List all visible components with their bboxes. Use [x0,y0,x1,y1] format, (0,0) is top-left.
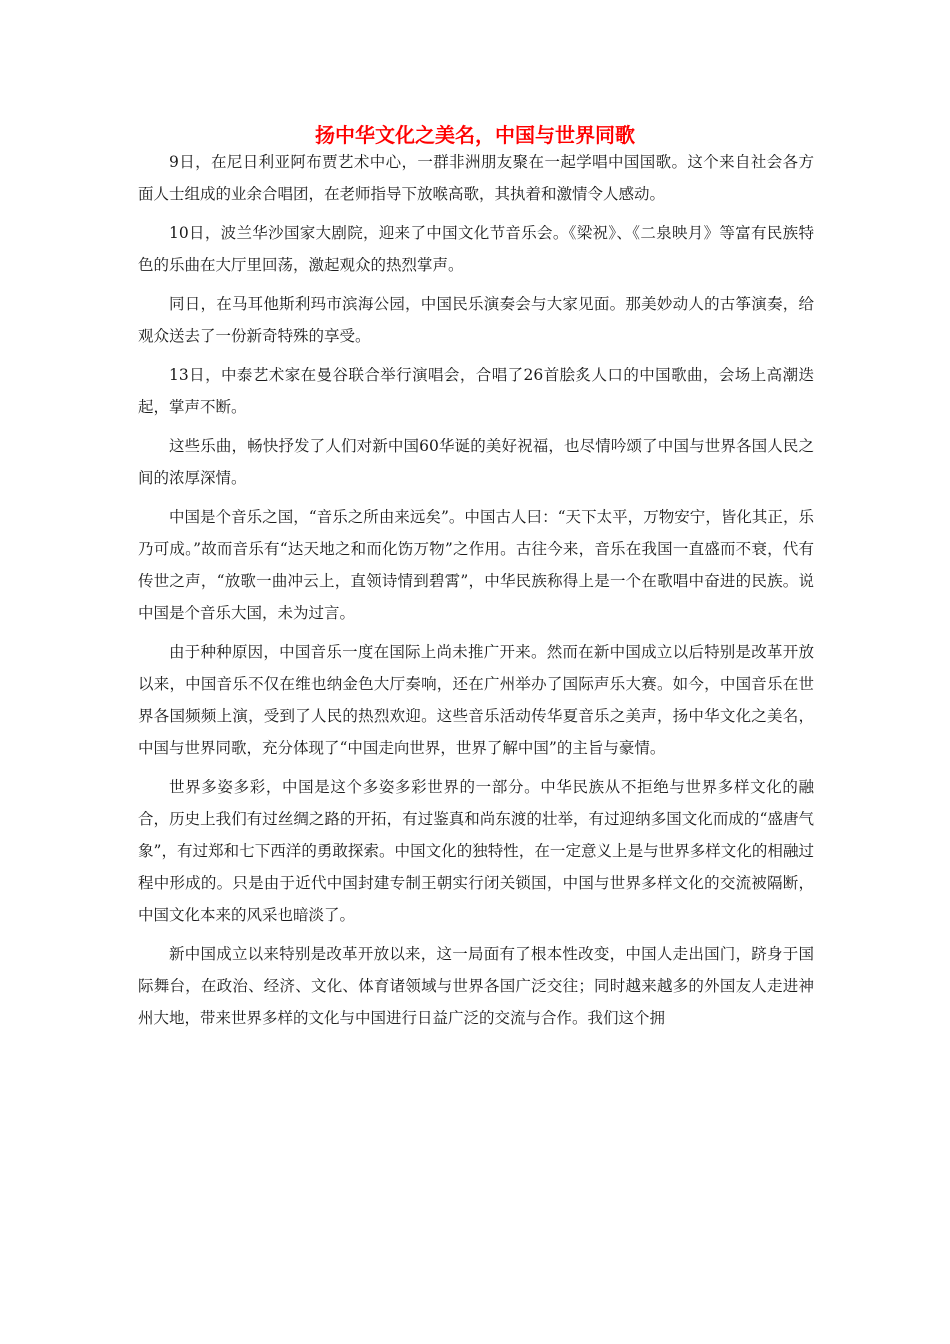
paragraph: 中国是个音乐之国，“音乐之所由来远矣”。中国古人曰：“天下太平，万物安宁，皆化其正，乐乃可成。”故而音乐有“达天地之和而化饬万物”之作用。古往今来，音乐在我国一直盛而不衰，代有传世之声，“放歌一曲冲云上，直领诗情到碧霄”，中华民族称得上是一个在歌唱中奋进的民族。说中国是个音乐大国，未为过言。 [138,508,814,622]
paragraph: 同日，在马耳他斯利玛市滨海公园，中国民乐演奏会与大家见面。那美妙动人的古筝演奏，给观众送去了一份新奇特殊的享受。 [138,295,814,345]
paragraph: 新中国成立以来特别是改革开放以来，这一局面有了根本性改变，中国人走出国门，跻身于国际舞台，在政治、经济、文化、体育诸领域与世界各国广泛交往；同时越来越多的外国友人走进神州大地，带来世界多样的文化与中国进行日益广泛的交流与合作。我们这个拥 [138,945,814,1027]
paragraph: 世界多姿多彩，中国是这个多姿多彩世界的一部分。中华民族从不拒绝与世界多样文化的融合，历史上我们有过丝绸之路的开拓，有过鉴真和尚东渡的壮举，有过迎纳多国文化而成的“盛唐气象”，有过郑和七下西洋的勇敢探索。中国文化的独特性，在一定意义上是与世界多样文化的相融过程中形成的。只是由于近代中国封建专制王朝实行闭关锁国，中国与世界多样文化的交流被隔断，中国文化本来的风采也暗淡了。 [138,778,814,924]
paragraph: 这些乐曲，畅快抒发了人们对新中国60华诞的美好祝福，也尽情吟颂了中国与世界各国人民之间的浓厚深情。 [138,437,814,487]
paragraph: 由于种种原因，中国音乐一度在国际上尚未推广开来。然而在新中国成立以后特别是改革开放以来，中国音乐不仅在维也纳金色大厅奏响，还在广州举办了国际声乐大赛。如今，中国音乐在世界各国频频上演，受到了人民的热烈欢迎。这些音乐活动传华夏音乐之美声，扬中华文化之美名，中国与世界同歌，充分体现了“中国走向世界，世界了解中国”的主旨与豪情。 [138,643,814,757]
paragraph: 9日，在尼日利亚阿布贾艺术中心，一群非洲朋友聚在一起学唱中国国歌。这个来自社会各方面人士组成的业余合唱团，在老师指导下放喉高歌，其执着和激情令人感动。 [138,153,814,203]
page-title: 扬中华文化之美名，中国与世界同歌 [315,123,635,147]
article-body [138,146,814,1041]
paragraph: 13日，中泰艺术家在曼谷联合举行演唱会，合唱了26首脍炙人口的中国歌曲，会场上高潮迭起，掌声不断。 [138,366,814,416]
paragraph: 10日，波兰华沙国家大剧院，迎来了中国文化节音乐会。《梁祝》、《二泉映月》等富有民族特色的乐曲在大厅里回荡，激起观众的热烈掌声。 [138,224,814,274]
